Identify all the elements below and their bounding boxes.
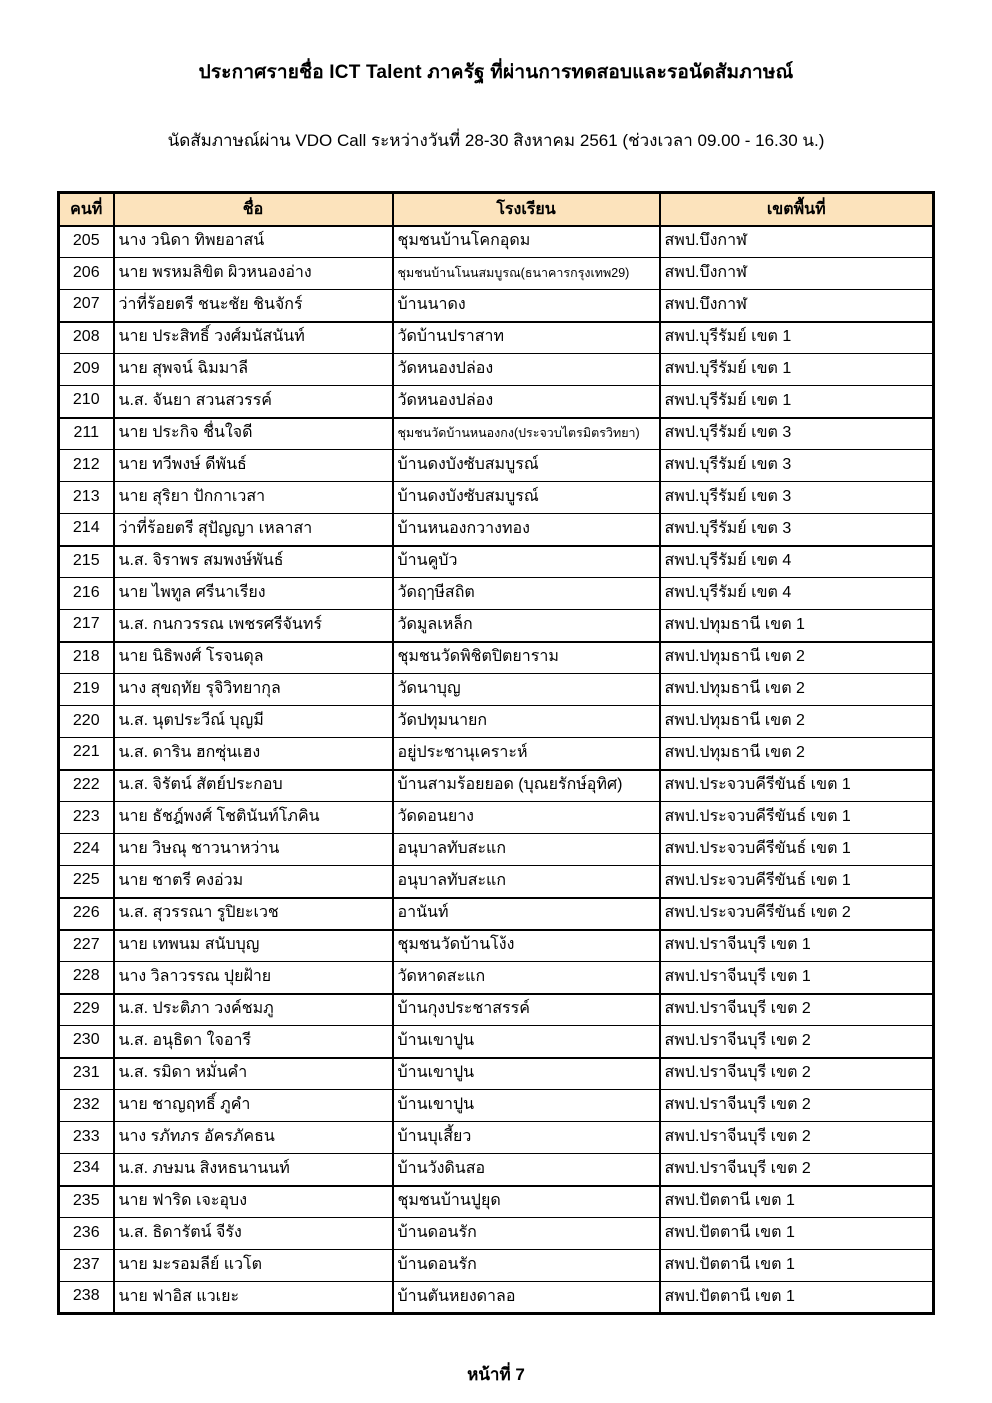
table-row <box>59 802 934 834</box>
document-title: ประกาศรายชื่อ ICT Talent ภาครัฐ ที่ผ่านการทดสอบและรอนัดสัมภาษณ์ <box>198 62 794 83</box>
cell-number: 215 <box>59 546 114 578</box>
cell-area: สพป.บึงกาฬ <box>660 226 934 258</box>
cell-name: น.ส. ประติภา วงค์ชมภู <box>114 994 393 1026</box>
cell-school: วัดหนองปล่อง <box>393 386 660 418</box>
cell-number: 237 <box>59 1250 114 1282</box>
table-row <box>59 1122 934 1154</box>
cell-area: สพป.บุรีรัมย์ เขต 3 <box>660 482 934 514</box>
cell-school: วัดนาบุญ <box>393 674 660 706</box>
table-row <box>59 642 934 674</box>
cell-number: 229 <box>59 994 114 1026</box>
cell-school: บ้านสามร้อยยอด (บุณยรักษ์อุทิศ) <box>393 770 660 802</box>
cell-number: 228 <box>59 962 114 994</box>
cell-number: 216 <box>59 578 114 610</box>
cell-school: ชุมชนบ้านโนนสมบูรณ(ธนาคารกรุงเทพ29) <box>393 258 660 290</box>
cell-school: ชุมชนบ้านโคกอุดม <box>393 226 660 258</box>
cell-name: นาย สุพจน์ ฉิมมาลี <box>114 354 393 386</box>
cell-area: สพป.ปัตตานี เขต 1 <box>660 1218 934 1250</box>
cell-school: บ้านหนองกวางทอง <box>393 514 660 546</box>
cell-school: บ้านวังดินสอ <box>393 1154 660 1186</box>
cell-area: สพป.บึงกาฬ <box>660 290 934 322</box>
table-row <box>59 354 934 386</box>
cell-number: 209 <box>59 354 114 386</box>
cell-school: ชุมชนวัดพิชิตปิตยาราม <box>393 642 660 674</box>
table-row <box>59 770 934 802</box>
cell-number: 213 <box>59 482 114 514</box>
cell-school: บ้านเขาปูน <box>393 1090 660 1122</box>
cell-name: นาง รภัทภร อัครภัคธน <box>114 1122 393 1154</box>
cell-number: 225 <box>59 866 114 898</box>
cell-number: 222 <box>59 770 114 802</box>
cell-name: นาย เทพนม สนับบุญ <box>114 930 393 962</box>
cell-school: บ้านนาดง <box>393 290 660 322</box>
table-row <box>59 834 934 866</box>
cell-number: 231 <box>59 1058 114 1090</box>
cell-name: น.ส. ธิดารัตน์ จีรัง <box>114 1218 393 1250</box>
cell-school: วัดปทุมนายก <box>393 706 660 738</box>
cell-number: 230 <box>59 1026 114 1058</box>
document-subtitle: นัดสัมภาษณ์ผ่าน VDO Call ระหว่างวันที่ 28-30 สิงหาคม 2561 (ช่วงเวลา 09.00 - 16.30 น.) <box>167 131 825 150</box>
cell-name: นาย พรหมลิขิต ผิวหนองอ่าง <box>114 258 393 290</box>
cell-area: สพป.ปทุมธานี เขต 2 <box>660 642 934 674</box>
cell-school: บ้านกุงประชาสรรค์ <box>393 994 660 1026</box>
cell-name: น.ส. จิราพร สมพงษ์พันธ์ <box>114 546 393 578</box>
cell-name: นาง วิลาวรรณ ปุยฝ้าย <box>114 962 393 994</box>
table-row <box>59 578 934 610</box>
cell-name: นาย ทวีพงษ์ ดีพันธ์ <box>114 450 393 482</box>
cell-number: 238 <box>59 1282 114 1314</box>
cell-number: 206 <box>59 258 114 290</box>
table-row <box>59 258 934 290</box>
cell-school: อนุบาลทับสะแก <box>393 866 660 898</box>
cell-name: นาย วิษณุ ชาวนาหว่าน <box>114 834 393 866</box>
cell-area: สพป.ปราจีนบุรี เขต 1 <box>660 962 934 994</box>
cell-school: วัดมูลเหล็ก <box>393 610 660 642</box>
cell-name: นาย มะรอมลีย์ แวโต <box>114 1250 393 1282</box>
cell-area: สพป.บุรีรัมย์ เขต 3 <box>660 514 934 546</box>
table-row <box>59 1154 934 1186</box>
cell-area: สพป.ประจวบคีรีขันธ์ เขต 1 <box>660 802 934 834</box>
cell-school: บ้านคูบัว <box>393 546 660 578</box>
cell-school: บ้านดอนรัก <box>393 1218 660 1250</box>
cell-number: 233 <box>59 1122 114 1154</box>
page-number: หน้าที่ 7 <box>467 1365 525 1384</box>
cell-number: 235 <box>59 1186 114 1218</box>
cell-number: 234 <box>59 1154 114 1186</box>
table-header-row <box>59 193 934 226</box>
cell-area: สพป.บุรีรัมย์ เขต 1 <box>660 354 934 386</box>
cell-number: 221 <box>59 738 114 770</box>
table-row <box>59 418 934 450</box>
cell-number: 220 <box>59 706 114 738</box>
cell-name: น.ส. กนกวรรณ เพชรศรีจันทร์ <box>114 610 393 642</box>
cell-area: สพป.ประจวบคีรีขันธ์ เขต 1 <box>660 834 934 866</box>
cell-name: นาย ชาญฤทธิ์ ภูคำ <box>114 1090 393 1122</box>
cell-area: สพป.ประจวบคีรีขันธ์ เขต 1 <box>660 770 934 802</box>
cell-school: วัดบ้านปราสาท <box>393 322 660 354</box>
cell-number: 217 <box>59 610 114 642</box>
cell-area: สพป.ปัตตานี เขต 1 <box>660 1250 934 1282</box>
table-row <box>59 610 934 642</box>
cell-number: 236 <box>59 1218 114 1250</box>
table-row <box>59 482 934 514</box>
cell-name: น.ส. รมิดา หมั่นคำ <box>114 1058 393 1090</box>
cell-area: สพป.ปราจีนบุรี เขต 2 <box>660 1026 934 1058</box>
cell-name: น.ส. อนุธิดา ใจอารี <box>114 1026 393 1058</box>
table-row <box>59 450 934 482</box>
table-row <box>59 1058 934 1090</box>
cell-area: สพป.บุรีรัมย์ เขต 4 <box>660 546 934 578</box>
cell-school: บ้านเขาปูน <box>393 1058 660 1090</box>
cell-area: สพป.ปทุมธานี เขต 1 <box>660 610 934 642</box>
cell-name: ว่าที่ร้อยตรี ชนะชัย ชินจักร์ <box>114 290 393 322</box>
cell-name: นาย ไพทูล ศรีนาเรียง <box>114 578 393 610</box>
table-row <box>59 290 934 322</box>
cell-name: น.ส. จิรัตน์ สัตย์ประกอบ <box>114 770 393 802</box>
cell-number: 223 <box>59 802 114 834</box>
cell-name: นาย ธัชฎ์พงศ์ โชตินันท์โภคิน <box>114 802 393 834</box>
cell-school: บ้านดงบังซับสมบูรณ์ <box>393 482 660 514</box>
cell-name: น.ส. ภษมน สิงหธนานนท์ <box>114 1154 393 1186</box>
table-row <box>59 386 934 418</box>
table-row <box>59 674 934 706</box>
cell-number: 227 <box>59 930 114 962</box>
cell-name: นาย นิธิพงศ์ โรจนดุล <box>114 642 393 674</box>
candidates-table <box>57 191 935 1315</box>
cell-name: นาย ฟาอิส แวเยะ <box>114 1282 393 1314</box>
cell-school: วัดฤๅษีสถิต <box>393 578 660 610</box>
table-row <box>59 930 934 962</box>
cell-school: ชุมชนวัดบ้านโง้ง <box>393 930 660 962</box>
table-row <box>59 994 934 1026</box>
table-body <box>59 226 934 1314</box>
cell-name: นาย ชาตรี คงอ่วม <box>114 866 393 898</box>
table-row <box>59 898 934 930</box>
column-header-name: ชื่อ <box>114 193 393 226</box>
cell-school: วัดหนองปล่อง <box>393 354 660 386</box>
cell-school: บ้านดอนรัก <box>393 1250 660 1282</box>
cell-name: ว่าที่ร้อยตรี สุปัญญา เหลาสา <box>114 514 393 546</box>
cell-area: สพป.ปัตตานี เขต 1 <box>660 1186 934 1218</box>
cell-area: สพป.บุรีรัมย์ เขต 3 <box>660 450 934 482</box>
table-row <box>59 1250 934 1282</box>
cell-number: 208 <box>59 322 114 354</box>
column-header-area: เขตพื้นที่ <box>660 193 934 226</box>
cell-area: สพป.ประจวบคีรีขันธ์ เขต 1 <box>660 866 934 898</box>
cell-number: 226 <box>59 898 114 930</box>
table-row <box>59 738 934 770</box>
column-header-number: คนที่ <box>59 193 114 226</box>
cell-school: อนุบาลทับสะแก <box>393 834 660 866</box>
cell-area: สพป.บุรีรัมย์ เขต 1 <box>660 386 934 418</box>
cell-area: สพป.บึงกาฬ <box>660 258 934 290</box>
cell-area: สพป.บุรีรัมย์ เขต 1 <box>660 322 934 354</box>
column-header-school: โรงเรียน <box>393 193 660 226</box>
cell-name: นาย ประกิจ ชื่นใจดี <box>114 418 393 450</box>
cell-area: สพป.ประจวบคีรีขันธ์ เขต 2 <box>660 898 934 930</box>
table-row <box>59 1186 934 1218</box>
cell-school: บ้านดงบังซับสมบูรณ์ <box>393 450 660 482</box>
cell-school: วัดหาดสะแก <box>393 962 660 994</box>
table-row <box>59 546 934 578</box>
cell-area: สพป.ปราจีนบุรี เขต 1 <box>660 930 934 962</box>
cell-number: 212 <box>59 450 114 482</box>
cell-area: สพป.ปัตตานี เขต 1 <box>660 1282 934 1314</box>
cell-school: อยู่ประชานุเคราะห์ <box>393 738 660 770</box>
cell-name: น.ส. ดาริน ฮกซุ่นเฮง <box>114 738 393 770</box>
cell-school: บ้านตันหยงดาลอ <box>393 1282 660 1314</box>
cell-number: 218 <box>59 642 114 674</box>
cell-number: 211 <box>59 418 114 450</box>
table-row <box>59 706 934 738</box>
cell-area: สพป.บุรีรัมย์ เขต 3 <box>660 418 934 450</box>
cell-number: 207 <box>59 290 114 322</box>
table-row <box>59 514 934 546</box>
cell-area: สพป.ปราจีนบุรี เขต 2 <box>660 1058 934 1090</box>
cell-school: บ้านเขาปูน <box>393 1026 660 1058</box>
cell-school: ชุมชนบ้านปูยุด <box>393 1186 660 1218</box>
table-row <box>59 1218 934 1250</box>
cell-name: นาง สุขฤทัย รุจิวิทยากุล <box>114 674 393 706</box>
cell-school: วัดดอนยาง <box>393 802 660 834</box>
cell-name: นาย ประสิทธิ์ วงศ์มนัสนันท์ <box>114 322 393 354</box>
table-row <box>59 226 934 258</box>
table-row <box>59 322 934 354</box>
table-row <box>59 1282 934 1314</box>
cell-area: สพป.ปราจีนบุรี เขต 2 <box>660 1090 934 1122</box>
cell-area: สพป.ปราจีนบุรี เขต 2 <box>660 1122 934 1154</box>
cell-name: นาง วนิดา ทิพยอาสน์ <box>114 226 393 258</box>
cell-name: นาย สุริยา ปักกาเวสา <box>114 482 393 514</box>
table-row <box>59 1026 934 1058</box>
cell-school: อานันท์ <box>393 898 660 930</box>
cell-area: สพป.บุรีรัมย์ เขต 4 <box>660 578 934 610</box>
cell-school: ชุมชนวัดบ้านหนองกง(ประจวบไตรมิตรวิทยา) <box>393 418 660 450</box>
cell-number: 214 <box>59 514 114 546</box>
cell-name: น.ส. สุวรรณา รูปิยะเวช <box>114 898 393 930</box>
cell-area: สพป.ปราจีนบุรี เขต 2 <box>660 994 934 1026</box>
cell-area: สพป.ปทุมธานี เขต 2 <box>660 674 934 706</box>
cell-number: 205 <box>59 226 114 258</box>
cell-area: สพป.ปทุมธานี เขต 2 <box>660 706 934 738</box>
cell-name: นาย ฟาริด เจะอุบง <box>114 1186 393 1218</box>
cell-area: สพป.ปราจีนบุรี เขต 2 <box>660 1154 934 1186</box>
cell-number: 232 <box>59 1090 114 1122</box>
cell-name: น.ส. จันยา สวนสวรรค์ <box>114 386 393 418</box>
cell-name: น.ส. นุตประวีณ์ บุญมี <box>114 706 393 738</box>
table-row <box>59 962 934 994</box>
table-row <box>59 1090 934 1122</box>
cell-number: 210 <box>59 386 114 418</box>
cell-school: บ้านบุเสี้ยว <box>393 1122 660 1154</box>
cell-number: 219 <box>59 674 114 706</box>
table-row <box>59 866 934 898</box>
cell-area: สพป.ปทุมธานี เขต 2 <box>660 738 934 770</box>
cell-number: 224 <box>59 834 114 866</box>
